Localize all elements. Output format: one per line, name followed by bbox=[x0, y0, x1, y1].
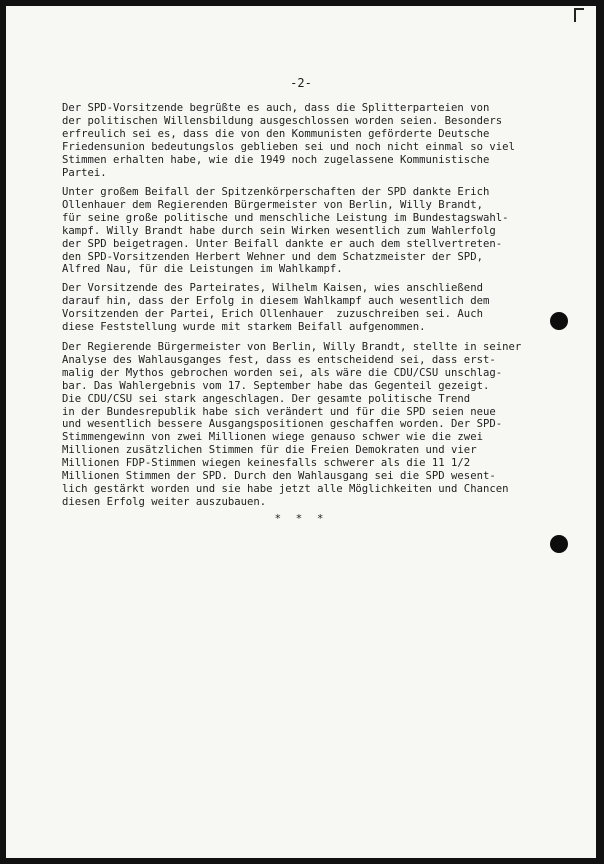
paragraph-wahlanalyse: Der Regierende Bürgermeister von Berlin, Willy Brandt, stellte in seiner Analyse des Wahlausganges fest, dass es entscheidend sei, dass erst- malig der Mythos gebrochen worden sei, als wäre die CDU/CSU unschlag- bar. Das Wahlergebnis vom 17. September habe das Gegenteil gezeigt. Die CDU/CSU sei stark angeschlagen. Der gesamte politische Trend in der Bundesrepublik habe sich verändert und für die SPD seien neue und wesentlich bessere Ausgangspositionen geschaffen worden. Der SPD- Stimmengewinn von zwei Millionen wiege genauso schwer wie die zwei Millionen zusätzlichen Stimmen für die Freien Demokraten und vier Millionen FDP-Stimmen wiegen keinesfalls schwerer als die 11 1/2 Millionen Stimmen der SPD. Durch den Wahlausgang sei die SPD wesent- lich gestärkt worden und sie habe jetzt alle Möglichkeiten und Chancen diesen Erfolg weiter auszubauen. bbox=[62, 341, 522, 508]
punch-hole-upper bbox=[550, 312, 568, 330]
closing-asterisks: * * * bbox=[274, 512, 328, 525]
punch-hole-lower bbox=[550, 535, 568, 553]
page-number: -2- bbox=[290, 76, 312, 90]
document-page bbox=[6, 6, 596, 858]
paragraph-dank-brandt: Unter großem Beifall der Spitzenkörperschaften der SPD dankte Erich Ollenhauer dem Regierenden Bürgermeister von Berlin, Willy Brandt, für seine große politische und menschliche Leistung im Bundestagswahl- kampf. Willy Brandt habe durch sein Wirken wesentlich zum Wahlerfolg der SPD beigetragen. Unter Beifall dankte er auch dem stellvertreten- den SPD-Vorsitzenden Herbert Wehner und dem Schatzmeister der SPD, Alfred Nau, für die Leistungen im Wahlkampf. bbox=[62, 186, 509, 276]
paragraph-splitterparteien: Der SPD-Vorsitzende begrüßte es auch, dass die Splitterparteien von der politischen Willensbildung ausgeschlossen worden seien. Besonders erfreulich sei es, dass die von den Kommunisten geförderte Deutsche Friedensunion bedeutungslos geblieben sei und noch nicht einmal so viel Stimmen erhalten habe, wie die 1949 noch zugelassene Kommunistische Partei. bbox=[62, 102, 515, 179]
paragraph-kaisen: Der Vorsitzende des Parteirates, Wilhelm Kaisen, wies anschließend darauf hin, dass der Erfolg in diesem Wahlkampf auch wesentlich dem Vorsitzenden der Partei, Erich Ollenhauer zuzuschreiben sei. Auch diese Feststellung wurde mit starkem Beifall aufgenommen. bbox=[62, 282, 490, 333]
corner-mark bbox=[574, 8, 584, 22]
